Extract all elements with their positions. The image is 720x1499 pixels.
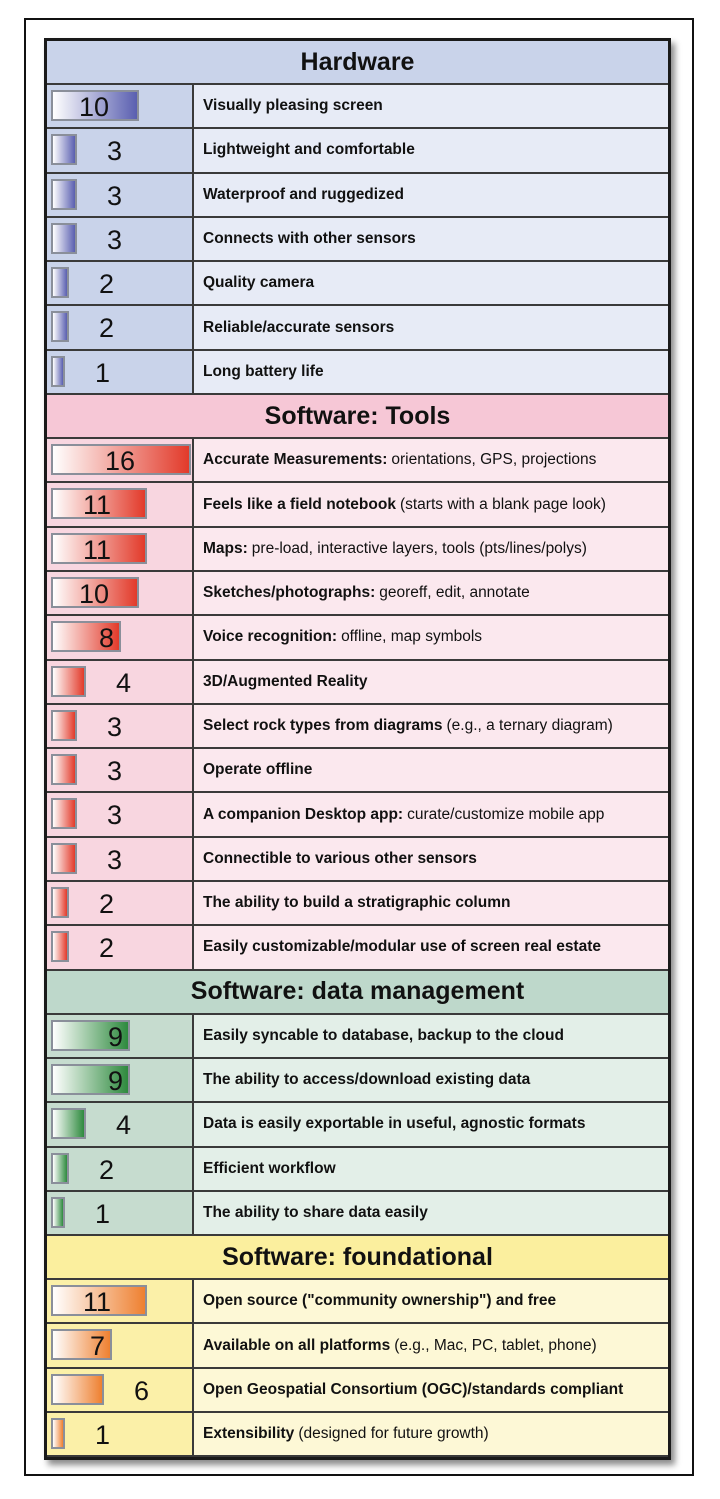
value-label: 3: [107, 180, 123, 211]
feature-label-bold: A companion Desktop app:: [203, 805, 404, 823]
feature-label-bold: Open source ("community ownership") and free: [203, 1292, 557, 1310]
value-cell: [47, 1015, 194, 1057]
section-header: Software: data management: [47, 971, 668, 1015]
feature-label-bold: Accurate Measurements:: [203, 451, 388, 469]
value-cell: [47, 1413, 194, 1455]
table-row: [47, 1059, 668, 1103]
value-label: 11: [83, 534, 112, 565]
section-header: Hardware: [47, 41, 668, 85]
table-row: [47, 306, 668, 350]
feature-label: [194, 306, 668, 348]
feature-label: [194, 1369, 668, 1411]
value-cell: [47, 1192, 194, 1234]
feature-label-detail: pre-load, interactive layers, tools (pts/lines/polys): [251, 539, 587, 557]
table-row: [47, 926, 668, 970]
feature-label: [194, 1280, 668, 1322]
value-label: 9: [108, 1065, 124, 1096]
value-label: 1: [95, 1198, 111, 1229]
value-label: 10: [79, 578, 110, 609]
value-label: 3: [107, 136, 123, 167]
value-label: 2: [99, 269, 115, 300]
table-row: [47, 705, 668, 749]
feature-label-bold: Easily syncable to database, backup to the cloud: [203, 1026, 564, 1044]
value-cell: [47, 838, 194, 880]
value-label: 1: [95, 1420, 111, 1451]
value-label: 10: [79, 92, 110, 122]
feature-label-bold: Operate offline: [203, 761, 313, 779]
value-label: 3: [107, 800, 123, 831]
feature-label: [194, 528, 668, 570]
table-row: [47, 838, 668, 882]
feature-label-bold: 3D/Augmented Reality: [203, 672, 368, 690]
feature-label-bold: Connectible to various other sensors: [203, 849, 477, 867]
feature-label: [194, 793, 668, 835]
feature-label-bold: The ability to access/download existing data: [203, 1071, 531, 1089]
value-cell: [47, 1280, 194, 1322]
table-row: [47, 528, 668, 572]
value-bar: [51, 754, 77, 785]
feature-label: [194, 1103, 668, 1145]
feature-label-bold: Long battery life: [203, 362, 324, 380]
value-bar: [51, 666, 86, 697]
feature-label: [194, 616, 668, 658]
feature-label-detail: (designed for future growth): [298, 1425, 489, 1443]
feature-label: [194, 882, 668, 924]
feature-label: [194, 838, 668, 880]
value-label: 4: [116, 1110, 132, 1141]
value-label: 3: [107, 224, 123, 255]
value-bar: [51, 843, 77, 874]
feature-label-bold: The ability to share data easily: [203, 1203, 428, 1221]
value-label: 6: [134, 1375, 150, 1406]
feature-label-detail: (e.g., a ternary diagram): [446, 717, 613, 734]
value-cell: [47, 306, 194, 348]
value-cell: [47, 1103, 194, 1145]
feature-label-detail: offline, map symbols: [341, 628, 483, 646]
value-bar: [51, 710, 77, 741]
feature-label: [194, 1192, 668, 1234]
value-cell: [47, 262, 194, 304]
value-label: 16: [105, 446, 136, 477]
table-row: [47, 661, 668, 705]
value-bar: [51, 1418, 65, 1449]
feature-label-bold: Maps:: [203, 539, 248, 557]
value-label: 8: [99, 623, 115, 654]
table-row: [47, 616, 668, 660]
feature-label: [194, 661, 668, 703]
value-bar: [51, 311, 69, 342]
value-cell: [47, 129, 194, 171]
value-cell: [47, 1369, 194, 1411]
value-bar: [51, 798, 77, 829]
feature-label-bold: Efficient workflow: [203, 1159, 336, 1177]
value-cell: [47, 439, 194, 481]
feature-label-bold: Waterproof and ruggedized: [203, 185, 404, 203]
feature-label-bold: Select rock types from diagrams: [203, 717, 443, 734]
value-cell: [47, 926, 194, 968]
feature-label-detail: (starts with a blank page look): [399, 495, 606, 513]
feature-label: [194, 926, 668, 968]
value-bar: [51, 134, 77, 165]
feature-label-bold: Reliable/accurate sensors: [203, 318, 395, 336]
value-label: 4: [116, 667, 132, 698]
table-row: [47, 351, 668, 395]
section-header: Software: foundational: [47, 1236, 668, 1280]
feature-label: [194, 85, 668, 127]
value-cell: [47, 749, 194, 791]
feature-label-detail: georeff, edit, annotate: [379, 584, 530, 602]
feature-label: [194, 174, 668, 216]
value-cell: [47, 661, 194, 703]
feature-label-bold: Extensibility: [203, 1425, 295, 1443]
table-row: [47, 439, 668, 483]
feature-label: [194, 1015, 668, 1057]
value-bar: [51, 1374, 104, 1405]
feature-label: [194, 439, 668, 481]
table-row: [47, 793, 668, 837]
table-row: [47, 85, 668, 129]
feature-label: [194, 218, 668, 260]
value-cell: [47, 882, 194, 924]
feature-label-detail: (e.g., Mac, PC, tablet, phone): [394, 1336, 597, 1354]
table-row: [47, 1280, 668, 1324]
value-bar: [51, 223, 77, 254]
feature-label: [194, 351, 668, 393]
feature-label-bold: Lightweight and comfortable: [203, 141, 415, 159]
feature-label: [194, 1148, 668, 1190]
feature-label-bold: Voice recognition:: [203, 628, 338, 646]
value-bar: [51, 887, 69, 918]
table-row: [47, 218, 668, 262]
table-row: [47, 1324, 668, 1368]
value-cell: [47, 528, 194, 570]
value-label: 3: [107, 756, 123, 787]
feature-label-bold: Easily customizable/modular use of screen real estate: [203, 938, 601, 956]
value-cell: [47, 705, 194, 747]
table-row: [47, 1015, 668, 1059]
table-row: [47, 572, 668, 616]
table-row: [47, 1103, 668, 1147]
value-bar: [51, 356, 65, 387]
feature-label: [194, 749, 668, 791]
value-cell: [47, 572, 194, 614]
value-label: 7: [90, 1331, 106, 1362]
value-label: 3: [107, 844, 123, 875]
feature-label: [194, 1059, 668, 1101]
value-cell: [47, 1148, 194, 1190]
table-row: [47, 1192, 668, 1236]
value-label: 11: [83, 1287, 112, 1318]
value-label: 11: [83, 490, 112, 521]
feature-label: [194, 262, 668, 304]
value-label: 2: [99, 313, 115, 344]
feature-label-bold: Quality camera: [203, 274, 315, 292]
value-cell: [47, 218, 194, 260]
table-row: [47, 262, 668, 306]
table-row: [47, 749, 668, 793]
feature-label-bold: Data is easily exportable in useful, agnostic formats: [203, 1115, 586, 1133]
feature-label-bold: Open Geospatial Consortium (OGC)/standards compliant: [203, 1380, 624, 1398]
table-row: [47, 1369, 668, 1413]
value-cell: [47, 174, 194, 216]
table-row: [47, 483, 668, 527]
value-label: 3: [107, 711, 123, 742]
table-row: [47, 882, 668, 926]
feature-label-detail: orientations, GPS, projections: [391, 451, 597, 469]
feature-label-bold: The ability to build a stratigraphic column: [203, 894, 511, 912]
feature-label-bold: Feels like a field notebook: [203, 495, 396, 513]
feature-label-detail: curate/customize mobile app: [407, 805, 605, 823]
feature-label-bold: Available on all platforms: [203, 1336, 391, 1354]
feature-label: [194, 129, 668, 171]
ranking-table: [44, 38, 671, 1460]
feature-label: [194, 1413, 668, 1455]
table-row: [47, 1413, 668, 1457]
value-cell: [47, 616, 194, 658]
value-cell: [47, 85, 194, 127]
value-label: 2: [99, 1154, 115, 1185]
table-row: [47, 174, 668, 218]
value-label: 2: [99, 889, 115, 920]
table-row: [47, 129, 668, 173]
value-bar: [51, 1108, 86, 1139]
section-header: Software: Tools: [47, 395, 668, 439]
value-cell: [47, 793, 194, 835]
feature-label-bold: Sketches/photographs:: [203, 584, 376, 602]
feature-label-bold: Visually pleasing screen: [203, 97, 383, 115]
value-cell: [47, 1059, 194, 1101]
value-cell: [47, 1324, 194, 1366]
value-bar: [51, 1197, 65, 1228]
value-cell: [47, 483, 194, 525]
value-cell: [47, 351, 194, 393]
feature-label: [194, 1324, 668, 1366]
value-label: 2: [99, 933, 115, 964]
value-label: 1: [95, 357, 111, 388]
value-bar: [51, 931, 69, 962]
value-bar: [51, 1153, 69, 1184]
table-row: [47, 1148, 668, 1192]
feature-label: [194, 705, 668, 747]
feature-label: [194, 483, 668, 525]
feature-label: [194, 572, 668, 614]
feature-label-bold: Connects with other sensors: [203, 230, 416, 248]
value-bar: [51, 179, 77, 210]
value-bar: [51, 267, 69, 298]
value-label: 9: [108, 1021, 124, 1052]
